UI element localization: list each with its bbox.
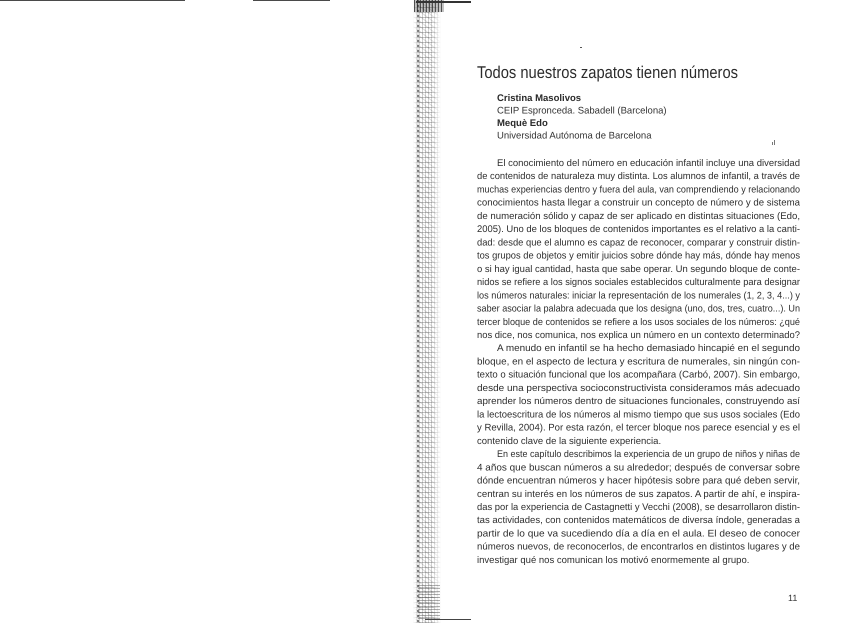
- author-affiliation: CEIP Espronceda. Sabadell (Barcelona): [497, 105, 667, 117]
- body-line: de contenidos de naturaleza muy distinta. Los alumnos de infantil, a través de: [477, 171, 800, 183]
- body-line: saber asociar la palabra adecuada que los designa (uno, dos, tres, cuatro...). Un: [477, 303, 800, 315]
- body-line: centran su interés en los números de sus zapatos. A partir de ahí, e inspira-: [477, 488, 800, 500]
- author-affiliation: Universidad Autónoma de Barcelona: [497, 130, 653, 142]
- body-line: la lectoescritura de los números al mismo tiempo que sus usos sociales (Edo: [477, 409, 800, 421]
- page-number: 11: [788, 593, 798, 603]
- body-line: dad: desde que el alumno es capaz de reconocer, comparar y construir distin-: [477, 237, 800, 249]
- paragraph-first-line: El conocimiento del número en educación infantil incluye una diversidad: [497, 158, 800, 169]
- body-line: das por la experiencia de Castagnetti y Vecchi (2008), se desarrollaron distin-: [477, 501, 800, 513]
- body-line: tos grupos de objetos y emitir juicios sobre dónde hay más, dónde hay menos: [477, 250, 801, 262]
- body-line: desde una perspectiva socioconstructivista consideramos más adecuado: [477, 382, 800, 394]
- body-line: investigar qué nos comunican los motivó enormemente al grupo.: [477, 554, 750, 566]
- body-line: o si hay igual cantidad, hasta que sabe operar. Un segundo bloque de conte-: [477, 263, 800, 275]
- body-line: 2005). Uno de los bloques de contenidos importantes es el relativo a la canti-: [477, 224, 800, 236]
- body-line: 4 años que buscan números a su alrededor; después de conversar sobre: [477, 462, 800, 474]
- body-line: bloque, en el aspecto de lectura y escritura de numerales, sin ningún con-: [477, 356, 800, 368]
- body-line: conocimientos hasta llegar a construir un concepto de número y de sistema: [477, 197, 801, 209]
- body-line: de numeración sólido y capaz de ser aplicado en distintas situaciones (Edo,: [477, 210, 800, 222]
- body-line: aprender los números dentro de situaciones funcionales, construyendo así: [477, 396, 801, 408]
- body-line: partir de lo que va sucediendo día a día en el aula. El deseo de conocer: [477, 528, 801, 540]
- body-line: los números naturales: iniciar la representación de los numerales (1, 2, 3, 4...) y: [477, 290, 801, 302]
- author-name: Cristina Masolivos: [497, 93, 582, 104]
- body-line: y Revilla, 2004). Por esta razón, el tercer bloque nos parece esencial y es el: [477, 422, 800, 434]
- author-block: [497, 93, 667, 142]
- author-name: Mequè Edo: [497, 118, 548, 129]
- body-line: números nuevos, de reconocerlos, de encontrarlos en distintos lugares y de: [477, 541, 800, 553]
- body-line: muchas experiencias dentro y fuera del aula, van comprendiendo y relacionando: [477, 184, 800, 196]
- body-line: contenido clave de la siguiente experiencia.: [477, 435, 662, 447]
- body-line: nidos se refiere a los signos sociales establecidos culturalmente para designar: [477, 277, 801, 289]
- body-line: nos dice, nos comunica, nos explica un número en un contexto determinado?: [477, 329, 800, 341]
- paragraph-first-line: En este capítulo describimos la experiencia de un grupo de niños y niñas de: [497, 449, 800, 461]
- body-line: tas actividades, con contenidos matemáticos de diversa índole, generadas a: [477, 515, 801, 527]
- body-line: dónde encuentran números y hacer hipótesis sobre para qué deben servir,: [477, 475, 800, 487]
- body-line: texto o situación funcional que los acompañara (Carbó, 2007). Sin embargo,: [477, 369, 800, 381]
- chapter-title: Todos nuestros zapatos tienen números: [477, 63, 738, 82]
- body-text: [477, 158, 801, 566]
- paragraph-first-line: A menudo en infantil se ha hecho demasiado hincapié en el segundo: [497, 343, 800, 355]
- body-line: tercer bloque de contenidos se refiere a los usos sociales de los números: ¿qué: [477, 316, 800, 328]
